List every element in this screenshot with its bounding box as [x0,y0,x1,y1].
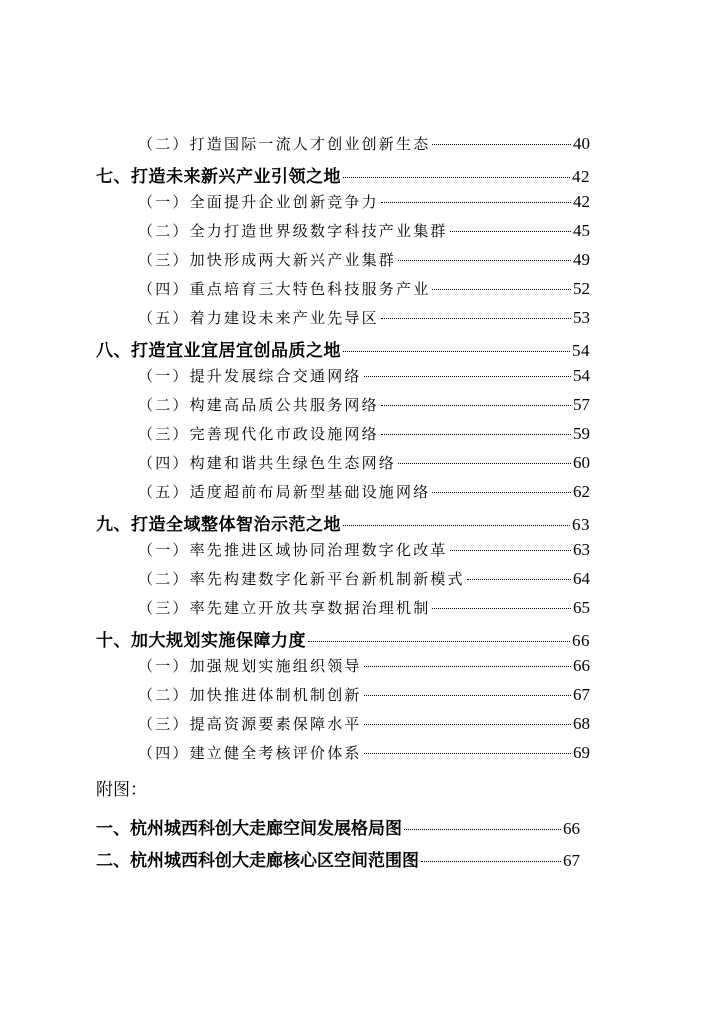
figure-title: 二、杭州城西科创大走廊核心区空间范围图 [96,851,419,871]
toc-entry [138,655,590,676]
entry-title: （二）打造国际一流人才创业创新生态 [138,135,431,153]
dot-leader [364,695,571,696]
entry-page: 40 [573,134,590,153]
toc-entry [138,568,590,589]
toc-entry [138,133,590,154]
dot-leader [398,260,571,261]
entry-title: （五）适度超前布局新型基础设施网络 [138,483,431,501]
entry-page: 63 [572,515,590,534]
entry-title: （一）加强规划实施组织领导 [138,657,362,675]
toc-entry [138,307,590,328]
toc-entry [138,539,590,560]
dot-leader [432,492,571,493]
figure-title: 一、杭州城西科创大走廊空间发展格局图 [96,819,402,839]
dot-leader [398,463,571,464]
entry-title: （一）提升发展综合交通网络 [138,367,362,385]
chapter-title: 七、打造未来新兴产业引领之地 [96,167,341,187]
toc-entry [138,452,590,473]
entry-title: （四）重点培育三大特色科技服务产业 [138,280,431,298]
entry-page: 65 [573,598,590,617]
dot-leader [381,202,571,203]
entry-title: （二）构建高品质公共服务网络 [138,396,379,414]
dot-leader [467,579,571,580]
entry-title: （一）率先推进区域协同治理数字化改革 [138,541,448,559]
entry-title: （二）全力打造世界级数字科技产业集群 [138,222,448,240]
entry-page: 66 [573,656,590,675]
entry-title: （三）率先建立开放共享数据治理机制 [138,599,431,617]
entry-page: 45 [573,221,590,240]
entry-title: （三）提高资源要素保障水平 [138,715,362,733]
entry-page: 64 [573,569,590,588]
toc-entry [138,220,590,241]
entry-page: 52 [573,279,590,298]
appendix-heading: 附图： [96,780,147,800]
entry-page: 54 [573,366,590,385]
toc-entry [138,481,590,502]
dot-leader [381,318,571,319]
toc-entry [138,191,590,212]
entry-page: 57 [573,395,590,414]
entry-title: （三）完善现代化市政设施网络 [138,425,379,443]
entry-title: （五）着力建设未来产业先导区 [138,309,379,327]
entry-page: 66 [572,631,590,650]
toc-entry [138,742,590,763]
entry-title: （二）加快推进体制机制创新 [138,686,362,704]
dot-leader [404,829,561,830]
entry-page: 63 [573,540,590,559]
dot-leader [364,753,571,754]
dot-leader [364,724,571,725]
toc-entry [138,394,590,415]
toc-chapter [96,626,590,651]
entry-page: 68 [573,714,590,733]
dot-leader [381,405,571,406]
entry-title: （二）率先构建数字化新平台新机制新模式 [138,570,465,588]
entry-title: （四）建立健全考核评价体系 [138,744,362,762]
entry-page: 54 [572,341,590,360]
entry-page: 42 [573,192,590,211]
toc-entry [138,597,590,618]
figure-page: 67 [563,851,580,870]
entry-page: 42 [572,167,590,186]
toc-chapter [96,510,590,535]
dot-leader [450,231,571,232]
toc-entry [138,365,590,386]
dot-leader [381,434,571,435]
toc-chapter [96,336,590,361]
toc-entry [138,249,590,270]
entry-title: （三）加快形成两大新兴产业集群 [138,251,397,269]
entry-title: （一）全面提升企业创新竞争力 [138,193,379,211]
dot-leader [308,641,570,642]
entry-page: 67 [573,685,590,704]
entry-page: 53 [573,308,590,327]
chapter-title: 九、打造全域整体智治示范之地 [96,515,341,535]
dot-leader [432,144,571,145]
dot-leader [343,351,570,352]
dot-leader [343,525,570,526]
figure-entry [96,846,580,871]
entry-page: 69 [573,743,590,762]
dot-leader [364,376,571,377]
toc-entry [138,713,590,734]
toc-entry [138,278,590,299]
entry-page: 49 [573,250,590,269]
toc-entry [138,684,590,705]
figure-page: 66 [563,819,580,838]
dot-leader [421,861,561,862]
toc-chapter [96,162,590,187]
entry-page: 59 [573,424,590,443]
entry-page: 60 [573,453,590,472]
figure-entry [96,814,580,839]
dot-leader [364,666,571,667]
entry-page: 62 [573,482,590,501]
dot-leader [343,177,570,178]
toc-entry [138,423,590,444]
dot-leader [432,289,571,290]
dot-leader [432,608,571,609]
chapter-title: 十、加大规划实施保障力度 [96,631,306,651]
entry-title: （四）构建和谐共生绿色生态网络 [138,454,397,472]
chapter-title: 八、打造宜业宜居宜创品质之地 [96,341,341,361]
dot-leader [450,550,571,551]
